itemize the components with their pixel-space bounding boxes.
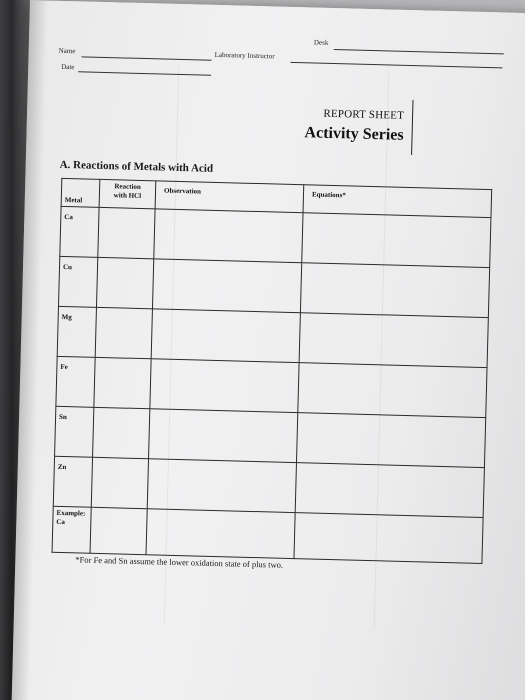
metal-cell: Mg: [57, 306, 96, 357]
example-metal-cell: [52, 506, 91, 553]
report-sheet-label: REPORT SHEET: [323, 107, 405, 122]
metal-header-label: Metal: [64, 195, 83, 205]
reaction-cell[interactable]: [90, 507, 147, 554]
reaction-cell[interactable]: [98, 207, 155, 258]
equation-cell[interactable]: [302, 213, 491, 268]
metal-cell: Zn: [53, 456, 92, 507]
reactions-table: [52, 178, 493, 564]
section-title: A. Reactions of Metals with Acid: [59, 158, 214, 175]
column-header-reaction: [99, 179, 156, 208]
observation-header-label: Observation: [163, 186, 202, 196]
column-header-metal: [61, 178, 100, 207]
name-label: Name: [58, 46, 76, 56]
reaction-cell[interactable]: [94, 357, 151, 408]
name-line: [82, 56, 212, 60]
date-line: [78, 71, 211, 75]
instructor-line: [290, 62, 502, 69]
date-label: Date: [61, 62, 75, 72]
equation-cell[interactable]: [299, 313, 488, 368]
example-label: Example:: [56, 508, 86, 518]
observation-cell[interactable]: [149, 409, 298, 463]
equation-cell[interactable]: [295, 463, 484, 518]
report-title-block: [271, 96, 413, 155]
equation-cell[interactable]: [296, 413, 485, 468]
report-sheet-page: [11, 0, 525, 700]
equation-cell[interactable]: [300, 263, 489, 318]
observation-cell[interactable]: [154, 209, 303, 263]
reaction-cell[interactable]: [91, 457, 148, 508]
binding-shadow: [11, 0, 48, 700]
desk-label: Desk: [313, 38, 329, 47]
page-title: Activity Series: [304, 124, 404, 144]
equations-header-label: Equations*: [311, 190, 346, 200]
metal-cell: Fe: [56, 356, 95, 407]
reaction-cell[interactable]: [93, 407, 150, 458]
observation-cell[interactable]: [151, 309, 300, 363]
equation-cell[interactable]: [298, 363, 487, 418]
observation-cell[interactable]: [146, 509, 295, 559]
instructor-label: Laboratory Instructor: [214, 50, 275, 61]
example-metal: Ca: [56, 517, 66, 527]
column-header-observation: [155, 181, 304, 213]
reaction-header-line1: Reaction: [114, 182, 141, 191]
footnote: *For Fe and Sn assume the lower oxidation state of plus two.: [75, 554, 284, 570]
metal-cell: Sn: [55, 406, 94, 457]
metal-cell: Cu: [58, 256, 97, 307]
observation-cell[interactable]: [150, 359, 299, 413]
reaction-cell[interactable]: [95, 307, 152, 358]
desk-line: [334, 49, 504, 54]
equation-cell[interactable]: [294, 513, 483, 564]
observation-cell[interactable]: [147, 459, 296, 513]
observation-cell[interactable]: [152, 259, 301, 313]
reaction-cell[interactable]: [96, 257, 153, 308]
reaction-header-line2: with HCl: [113, 191, 142, 200]
metal-cell: Ca: [60, 206, 99, 257]
